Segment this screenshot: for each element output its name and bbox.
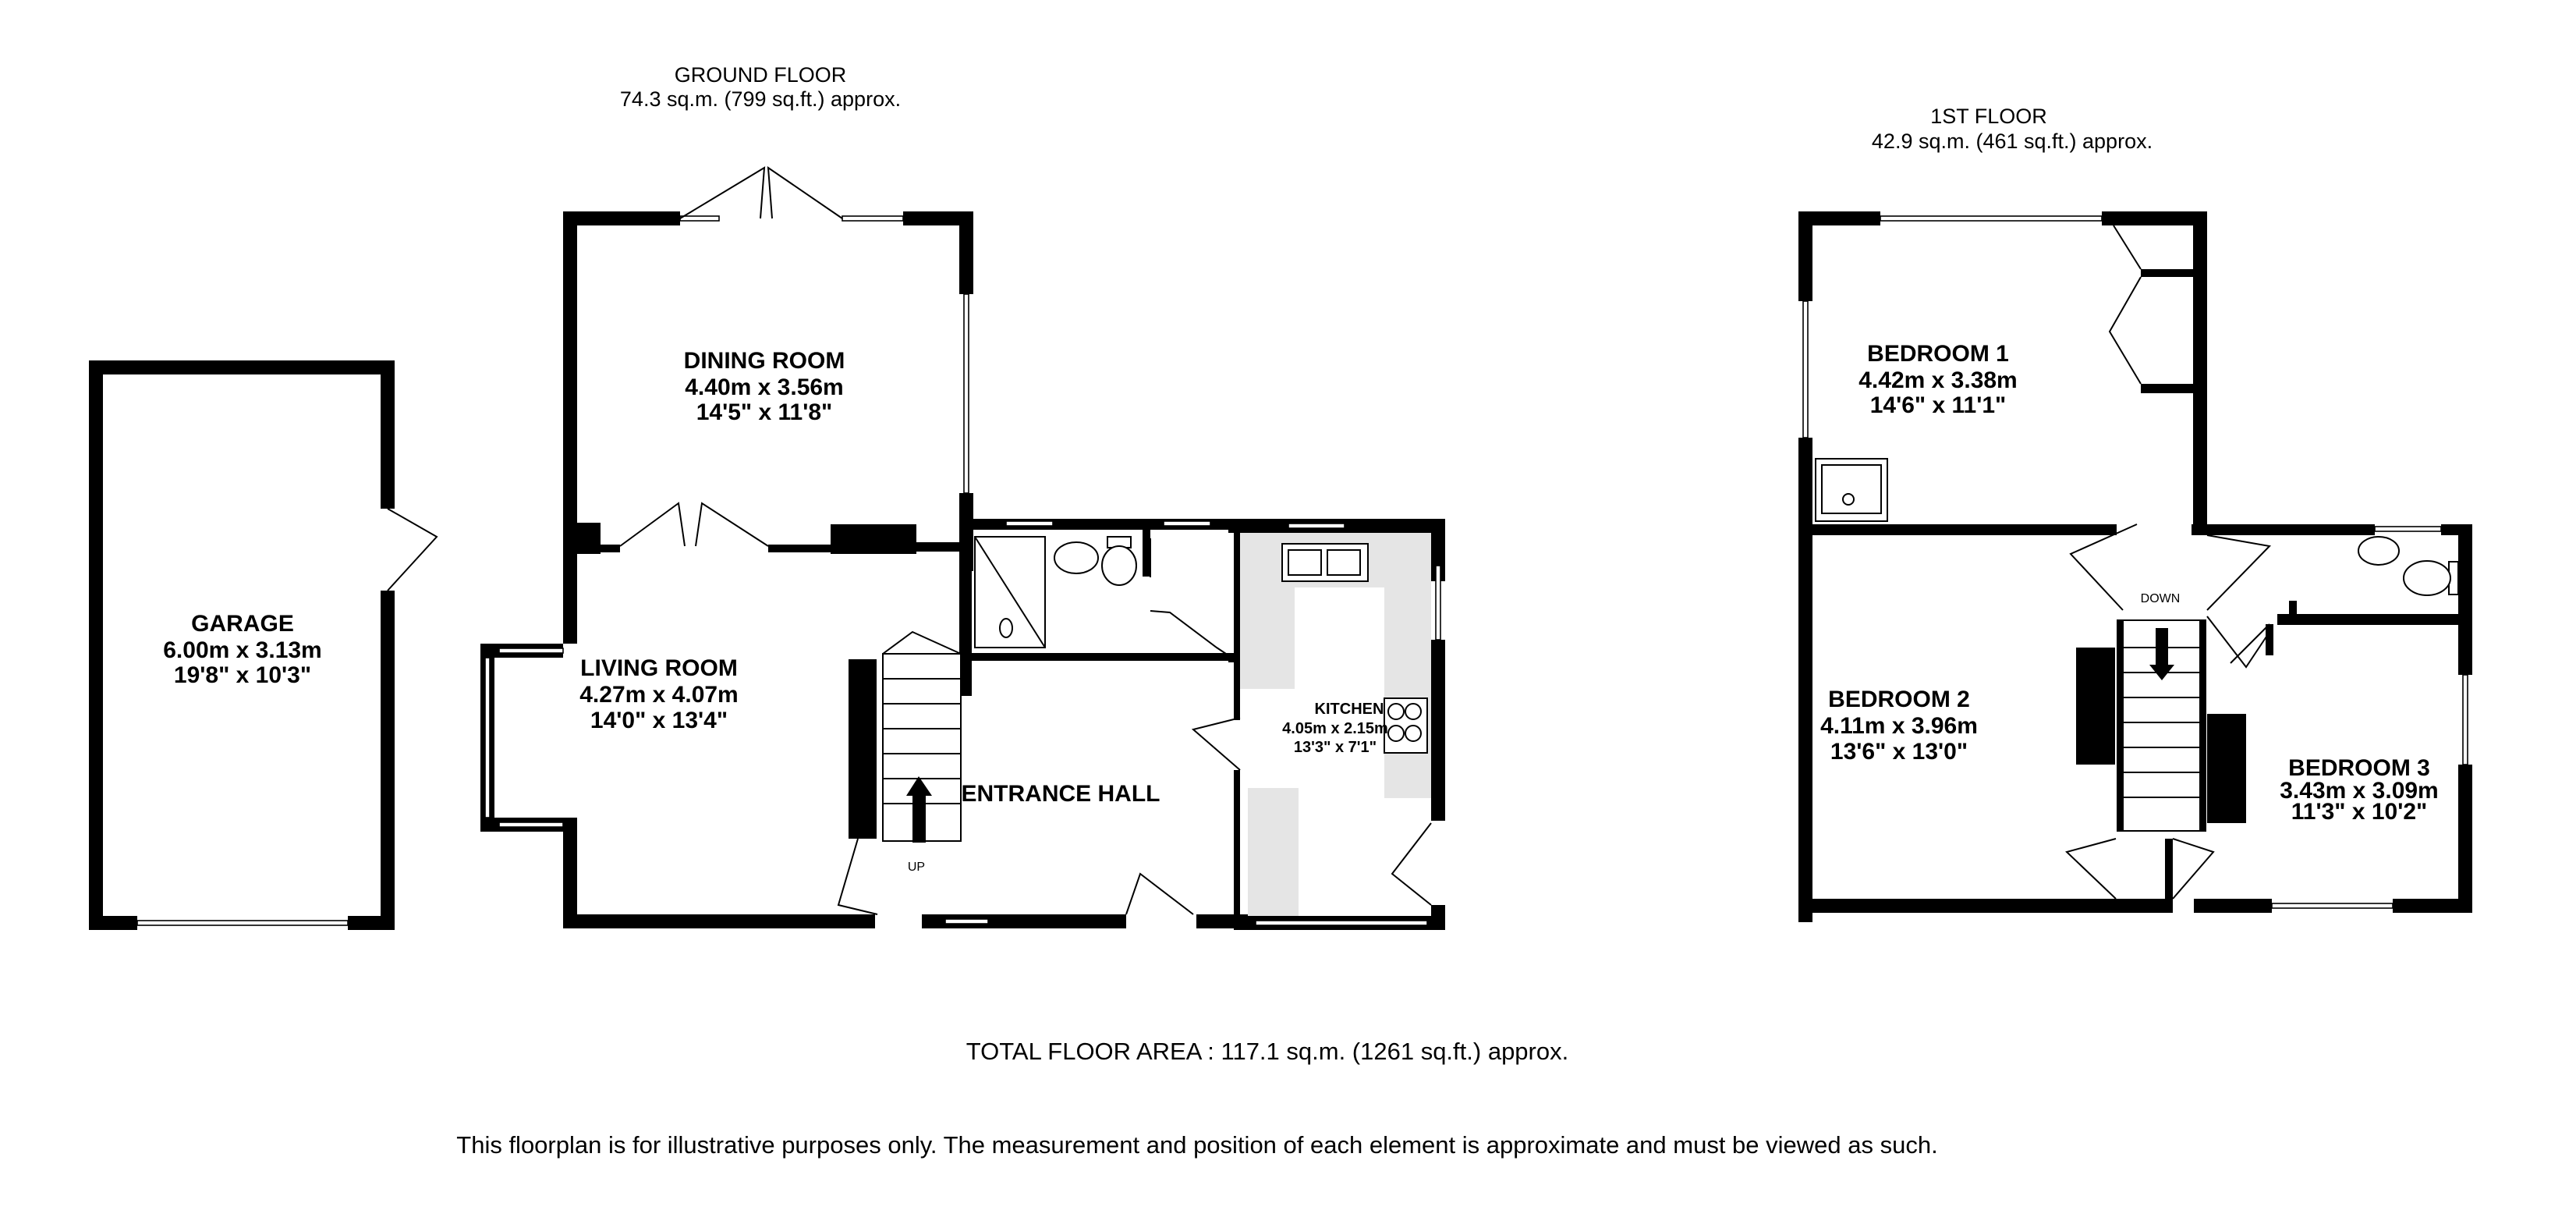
bedroom2-imperial: 13'6" x 13'0" xyxy=(1830,739,1968,765)
ground-floor-area: 74.3 sq.m. (799 sq.ft.) approx. xyxy=(619,87,902,111)
kitchen-name: KITCHEN xyxy=(1314,701,1384,718)
bedroom3-metric: 3.43m x 3.09m xyxy=(2280,778,2439,804)
living-metric: 4.27m x 4.07m xyxy=(579,682,739,708)
bedroom2-metric: 4.11m x 3.96m xyxy=(1820,713,1978,739)
stairs-up-label: UP xyxy=(907,861,926,874)
kitchen-imperial: 13'3" x 7'1" xyxy=(1293,739,1377,756)
bedroom2-name: BEDROOM 2 xyxy=(1828,687,1970,712)
ground-stairs xyxy=(838,632,961,914)
bedroom3-imperial: 11'3" x 10'2" xyxy=(2291,799,2428,825)
garage-imperial: 19'8" x 10'3" xyxy=(173,662,312,688)
first-floor-area: 42.9 sq.m. (461 sq.ft.) approx. xyxy=(1871,130,2153,153)
total-floor-area: TOTAL FLOOR AREA : 117.1 sq.m. (1261 sq.ft.) approx. xyxy=(966,1038,1569,1065)
ground-floor-title: GROUND FLOOR xyxy=(674,63,847,87)
living-name: LIVING ROOM xyxy=(580,655,738,681)
garage-door xyxy=(137,921,348,925)
chimney-breast-b3 xyxy=(2207,714,2246,823)
dining-metric: 4.40m x 3.56m xyxy=(685,374,844,400)
entrance-name: ENTRANCE HALL xyxy=(961,781,1160,807)
chimney-breast-b2 xyxy=(2076,648,2115,765)
bedroom1-imperial: 14'6" x 11'1" xyxy=(1869,392,2007,418)
living-imperial: 14'0" x 13'4" xyxy=(590,708,728,733)
kitchen-metric: 4.05m x 2.15m xyxy=(1282,720,1388,737)
garage-metric: 6.00m x 3.13m xyxy=(163,637,322,663)
garage-side-door xyxy=(388,509,437,591)
dining-imperial: 14'5" x 11'8" xyxy=(696,399,833,425)
ground-wc xyxy=(975,537,1150,648)
bedroom3-name: BEDROOM 3 xyxy=(2288,755,2430,781)
first-floor-title: 1ST FLOOR xyxy=(1930,105,2047,128)
dining-living-doors xyxy=(620,503,768,546)
first-floor-stairs xyxy=(2117,592,2206,831)
disclaimer: This floorplan is for illustrative purposes only. The measurement and position of each element is approximate and must be viewed as such. xyxy=(456,1131,1938,1159)
bedroom1-name: BEDROOM 1 xyxy=(1867,341,2009,367)
dining-name: DINING ROOM xyxy=(683,348,845,374)
stairs-down-label: DOWN xyxy=(2140,592,2181,605)
garage-name: GARAGE xyxy=(191,611,294,637)
dining-french-doors xyxy=(680,168,842,218)
bedroom1-metric: 4.42m x 3.38m xyxy=(1858,367,2018,393)
